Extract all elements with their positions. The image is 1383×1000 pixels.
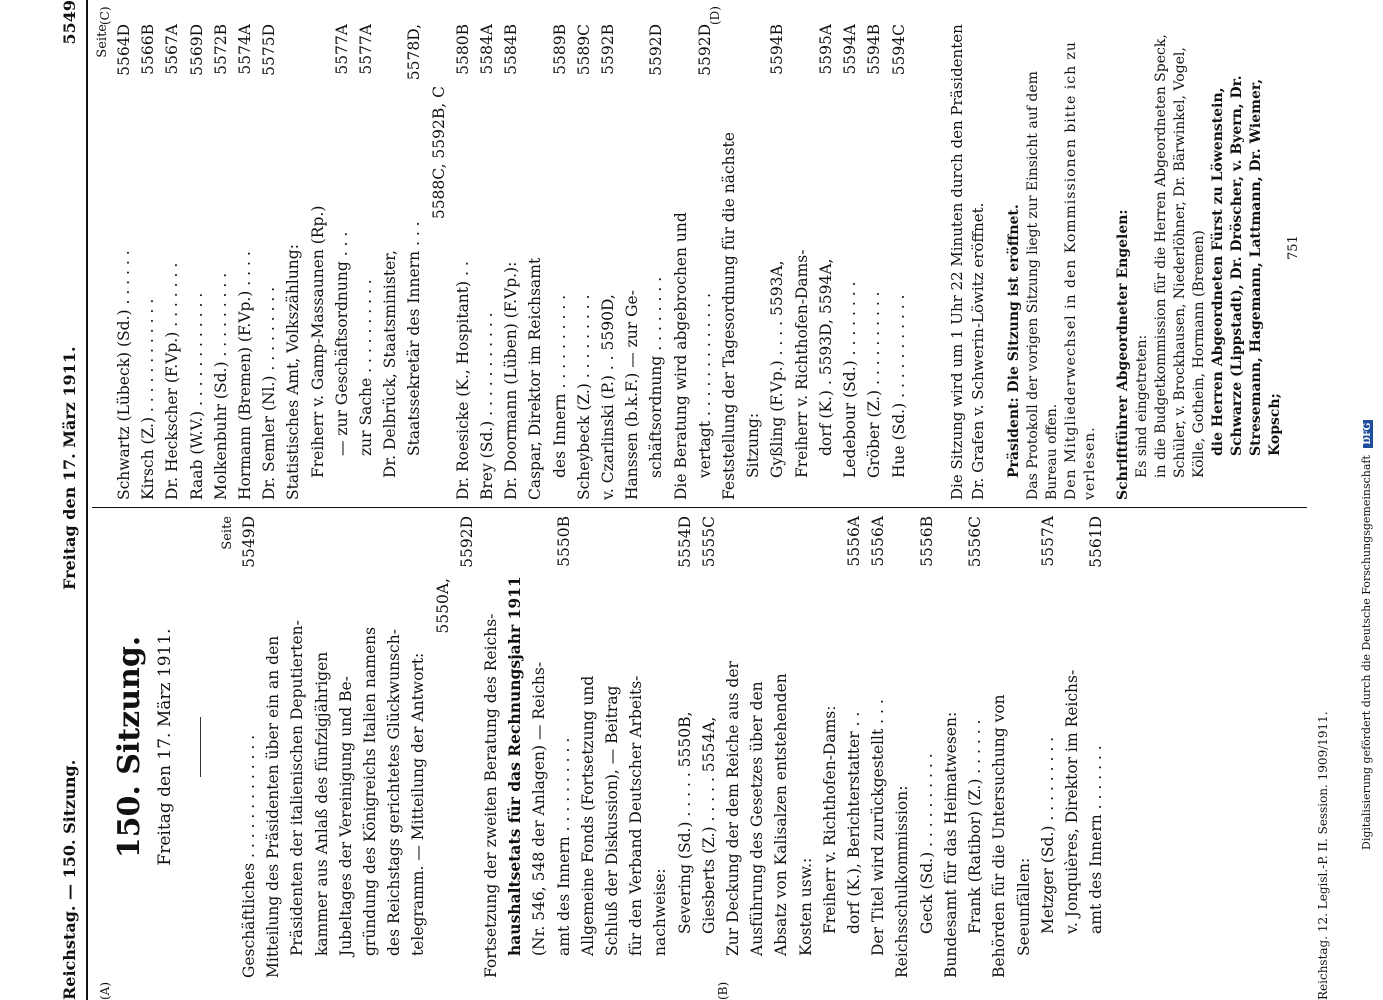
toc-entry-text: Caspar, Direktor im Reichsamt xyxy=(526,257,545,500)
toc-entry xyxy=(1060,516,1084,978)
session-title: 150. Sitzung. xyxy=(112,635,147,859)
toc-entry-text: Staatssekretär des Innern . . . xyxy=(405,221,424,456)
margin-mark-a: (A) xyxy=(98,981,112,1000)
toc-entry xyxy=(1036,516,1060,978)
toc-entry-text: Hormann (Bremen) (F.Vp.) . . . . xyxy=(236,251,255,500)
toc-entry-text: Seeunfällen: xyxy=(1014,857,1033,956)
president-protocol: Das Protokoll der vorigen Sitzung liegt zur Einsicht auf dem Bureau offen. xyxy=(1024,71,1060,500)
toc-page-ref: 5594B xyxy=(865,24,884,75)
toc-entry xyxy=(838,24,862,500)
toc-entry xyxy=(765,24,789,500)
toc-entry-text: Gyßling (F.Vp.) . . . . 5593A, xyxy=(768,260,787,478)
toc-entry-text: dorf (K.), Berichterstatter . . xyxy=(845,711,864,934)
president-request: Den Mitgliederwechsel in den Kommissionen bitte ich zu verlesen. xyxy=(1062,41,1098,500)
toc-entry-text: amt des Innern . . . . . . . xyxy=(1087,745,1106,934)
toc-entry-text: Bundesamt für das Heimatwesen: xyxy=(941,711,960,978)
toc-entry-text: des Reichstags gerichtetes Glückwunsch- xyxy=(385,629,404,956)
toc-page-ref: 5566B xyxy=(139,24,158,75)
toc-page-ref: 5554D xyxy=(675,516,694,568)
toc-entry-text: Geschäftliches . . . . . . . . . . . . . xyxy=(240,734,258,978)
toc-entry xyxy=(548,24,572,500)
toc-entry xyxy=(160,24,184,500)
toc-entry xyxy=(354,24,378,500)
toc-entry xyxy=(257,24,281,500)
margin-mark-b: (B) xyxy=(716,981,730,1000)
toc-entry-text: Dr. Doormann (Lüben) (F.Vp.): xyxy=(502,261,521,500)
toc-entry xyxy=(209,24,233,500)
toc-entry xyxy=(1012,516,1036,978)
toc-list-continued xyxy=(112,24,911,500)
toc-entry xyxy=(624,516,648,978)
toc-entry xyxy=(887,24,911,500)
toc-entry-text: Brey (Sd.) . . . . . . . . . . . xyxy=(478,312,497,500)
toc-page-ref: 5556C xyxy=(966,516,985,568)
president-line: Präsident: Die Sitzung ist eröffnet. xyxy=(1005,204,1022,478)
toc-page-ref: 5580B xyxy=(453,24,472,75)
header-page-number: 5549 xyxy=(60,0,79,45)
toc-entry xyxy=(866,516,890,978)
toc-entry xyxy=(285,516,309,978)
toc-entry xyxy=(741,24,765,500)
toc-entry-text: Behörden für die Untersuchung von xyxy=(990,694,1009,978)
toc-entry-text: Dr. Roesicke (K., Hospitant) . . xyxy=(453,261,472,500)
margin-mark-d: (D) xyxy=(708,6,722,25)
toc-page-ref: 5592D xyxy=(457,516,476,568)
toc-page-ref: 5572B xyxy=(211,24,230,75)
toc-entry xyxy=(479,516,503,978)
toc-entry-text: Dr. Heckscher (F.Vp.) . . . . . . . xyxy=(163,262,182,500)
toc-entry xyxy=(842,516,866,978)
secretary-intro: Es sind eingetreten: xyxy=(1133,334,1150,478)
toc-list xyxy=(237,516,1108,978)
session-date: Freitag den 17. März 1911. xyxy=(155,628,175,866)
right-column xyxy=(94,24,1285,500)
toc-entry-text: vertagt . . . . . . . . . . . . . xyxy=(695,292,714,478)
document-page xyxy=(58,0,1373,1000)
secretary-block xyxy=(1114,24,1285,500)
toc-entry-text: Sitzung: xyxy=(744,412,763,478)
page-footer xyxy=(1316,510,1330,1000)
toc-entry xyxy=(136,24,160,500)
toc-entry-text: Geck (Sd.) . . . . . . . . . . xyxy=(917,753,936,934)
toc-page-ref: 5592D xyxy=(647,24,666,76)
toc-entry xyxy=(475,24,499,500)
toc-entry xyxy=(523,24,547,500)
toc-entry-text: Allgemeine Fonds (Fortsetzung und xyxy=(578,675,597,956)
toc-entry-text: Statistisches Amt, Volkszählung: xyxy=(284,244,303,500)
toc-entry-text: Fortsetzung der zweiten Beratung des Reichs- xyxy=(482,613,501,978)
toc-entry-text: v. Czarlinski (P.) . . 5590D, xyxy=(599,294,618,500)
toc-entry xyxy=(427,24,451,500)
toc-page-ref: 5594B xyxy=(768,24,787,75)
toc-entry-text: Hanssen (b.k.F.) — zur Ge- xyxy=(623,290,642,500)
toc-entry-text: Giesberts (Z.) . . . . . 5554A, xyxy=(699,716,718,934)
left-column xyxy=(98,516,1108,978)
toc-entry xyxy=(620,24,644,500)
toc-entry xyxy=(669,24,693,500)
toc-entry xyxy=(306,24,330,500)
dfg-credit-text: Digitalisierung gefördert durch die Deutsche Forschungsgemeinschaft xyxy=(1360,455,1373,850)
toc-page-ref: 5574A xyxy=(236,24,255,75)
seite-label: Seite xyxy=(220,516,235,550)
toc-page-ref: 5592D xyxy=(695,24,714,76)
toc-entry-text: Scheybeck (Z.) . . . . . . . . . xyxy=(574,294,593,500)
toc-entry xyxy=(814,24,838,500)
toc-page-ref: 5556A xyxy=(845,516,864,567)
toc-entry-text: Jubeltages der Vereinigung und Be- xyxy=(336,676,355,956)
toc-entry xyxy=(915,516,939,978)
toc-entry-text: dorf (K.) . 5593D, 5594A, xyxy=(816,258,835,456)
toc-entry xyxy=(794,516,818,978)
toc-entry xyxy=(572,24,596,500)
toc-page-ref: 5561D xyxy=(1087,516,1106,568)
column-separator xyxy=(92,507,1307,508)
toc-entry-text: Hue (Sd.) . . . . . . . . . . . xyxy=(889,294,908,478)
secretary-members: die Herren Abgeordneten Fürst zu Löwenstein, Schwarze (Lippstadt), Dr. Dröscher, v. Byern, Dr. Stresemann, Hagemann, Lattmann, Dr. Wiemer, Kopsch; xyxy=(1209,75,1283,456)
margin-mark-c: (C) xyxy=(98,6,112,25)
toc-entry-text: Der Titel wird zurückgestellt . . . xyxy=(869,699,888,956)
toc-entry xyxy=(185,24,209,500)
toc-entry xyxy=(673,516,697,978)
toc-entry xyxy=(987,516,1011,978)
toc-page-ref: 5556A xyxy=(869,516,888,567)
toc-page-ref: 5564D xyxy=(115,24,133,76)
toc-entry xyxy=(112,24,136,500)
footer-sheet-number: 751 xyxy=(1286,235,1301,260)
toc-entry-text: Dr. Delbrück, Staatsminister, xyxy=(381,250,400,478)
toc-entry xyxy=(499,24,523,500)
toc-entry xyxy=(790,24,814,500)
toc-entry-text: Freiherr v. Richthofen-Dams- xyxy=(792,249,811,478)
toc-entry xyxy=(503,516,527,978)
toc-entry xyxy=(431,516,455,978)
toc-page-ref: 5592B xyxy=(599,24,618,75)
toc-entry-text: Raab (W.V.) . . . . . . . . . . . . xyxy=(187,292,206,500)
toc-entry-text: Die Beratung wird abgebrochen und xyxy=(671,212,690,500)
secretary-name: Schriftführer Abgeordneter Engelen: xyxy=(1114,209,1131,500)
toc-page-ref: 5575D xyxy=(260,24,279,76)
toc-entry-text: Molkenbuhr (Sd.) . . . . . . . . . xyxy=(211,272,230,500)
toc-entry xyxy=(769,516,793,978)
toc-page-ref: 5589B xyxy=(550,24,569,75)
toc-entry xyxy=(451,24,475,500)
toc-entry xyxy=(818,516,842,978)
toc-entry xyxy=(745,516,769,978)
toc-page-ref: 5557A xyxy=(1038,516,1057,567)
toc-page-ref: 5589C xyxy=(574,24,593,76)
president-block xyxy=(1005,24,1100,500)
toc-entry xyxy=(576,516,600,978)
toc-entry xyxy=(330,24,354,500)
toc-entry xyxy=(717,24,741,500)
toc-entry-text: des Innern . . . . . . . . . . xyxy=(550,294,569,478)
toc-entry xyxy=(378,24,402,500)
opening-paragraph: Die Sitzung wird um 1 Uhr 22 Minuten durch den Präsidenten Dr. Grafen v. Schwerin-Löwitz eröffnet. xyxy=(947,24,987,500)
footer-left: Reichstag. 12. Legisl.-P. II. Session. 1909/1911. xyxy=(1316,711,1330,1000)
toc-page-ref: 5595A xyxy=(816,24,835,75)
header-center: Freitag den 17. März 1911. xyxy=(60,346,79,590)
page-header xyxy=(58,0,84,1000)
toc-entry xyxy=(358,516,382,978)
toc-page-ref: 5577A xyxy=(357,24,376,75)
toc-entry xyxy=(310,516,334,978)
toc-page-ref: 5594A xyxy=(841,24,860,75)
toc-entry-text: amt des Innern . . . . . . . . . . xyxy=(554,737,573,956)
toc-entry xyxy=(382,516,406,978)
toc-entry xyxy=(406,516,430,978)
toc-page-ref: 5578D, xyxy=(405,24,424,81)
toc-entry-text: Freiherr v. Richthofen-Damsː xyxy=(820,705,839,934)
toc-entry xyxy=(402,24,426,500)
toc-entry-text: Dr. Semler (Nl.) . . . . . . . . . xyxy=(260,286,279,500)
toc-entry xyxy=(648,516,672,978)
toc-entry-text: Freiherr v. Gamp-Massaunen (Rp.) xyxy=(308,205,327,478)
toc-entry xyxy=(697,516,721,978)
header-left: Reichstag. — 150. Sitzung. xyxy=(60,759,79,1000)
toc-entry xyxy=(1084,516,1108,978)
toc-entry-text: telegramm. — Mitteilung der Antwort: xyxy=(409,652,428,956)
toc-page-ref: 5567A xyxy=(163,24,182,75)
toc-entry xyxy=(600,516,624,978)
toc-entry-text: Ledebour (Sd.) . . . . . . . . xyxy=(841,281,860,478)
seite-label: Seite xyxy=(95,24,110,58)
toc-entry-text: Severing (Sd.) . . . . . 5550B, xyxy=(675,711,694,934)
toc-entry-text: v. Jonquières, Direktor im Reichs- xyxy=(1062,669,1081,934)
toc-entry-text: — zur Geschäftsordnung . . . xyxy=(332,231,351,456)
header-rule xyxy=(86,0,88,1000)
toc-page-ref: 5577A xyxy=(332,24,351,75)
toc-entry-text: Reichsschulkommission: xyxy=(893,785,912,978)
toc-page-ref: 5584B xyxy=(502,24,521,75)
toc-entry-text: haushaltsetats für das Rechnungsjahr 1911 xyxy=(505,576,525,956)
toc-page-ref: 5594C xyxy=(889,24,908,76)
toc-entry-text: Frank (Ratibor) (Z.) . . . . . . xyxy=(966,719,985,934)
toc-entry xyxy=(527,516,551,978)
toc-entry-text: Metzger (Sd.) . . . . . . . . . xyxy=(1038,736,1057,934)
toc-entry-text: gründung des Königreichs Italien namens xyxy=(361,626,380,956)
toc-page-ref: 5556B xyxy=(917,516,936,567)
toc-entry xyxy=(237,516,261,978)
toc-entry xyxy=(644,24,668,500)
toc-entry xyxy=(455,516,479,978)
toc-entry-text: Zur Deckung der dem Reiche aus der xyxy=(724,661,743,956)
toc-entry-text: (Nr. 546, 548 der Anlagen) — Reichs- xyxy=(530,661,549,956)
toc-entry xyxy=(890,516,914,978)
toc-entry-text: kammer aus Anlaß des fünfzigjährigen xyxy=(312,651,331,956)
toc-entry xyxy=(281,24,305,500)
toc-entry-text: Kosten usw.: xyxy=(796,857,815,956)
toc-entry-text: zur Sache . . . . . . . . . . xyxy=(357,279,376,456)
toc-entry-text: Kirsch (Z.) . . . . . . . . . . . . xyxy=(139,298,158,500)
dfg-logo: DFG xyxy=(1363,420,1373,448)
toc-entry xyxy=(963,516,987,978)
toc-entry-text: Schluß der Diskussion), — Beitrag xyxy=(603,685,622,956)
toc-entry-text: Mitteilung des Präsidenten über ein an den xyxy=(264,635,283,978)
toc-entry xyxy=(862,24,886,500)
toc-entry xyxy=(596,24,620,500)
secretary-budget: in die Budgetkommission für die Herren Abgeordneten Speck, Schüler, v. Brockhausen, Niederlöhner, Dr. Bärwinkel, Vogel, Kölle, Gothein, Hormann (Bremen) xyxy=(1152,34,1207,478)
toc-entry xyxy=(939,516,963,978)
toc-entry-text: Schwartz (Lübeck) (Sd.) . . . . . . xyxy=(115,250,133,500)
toc-entry-text: für den Verband Deutscher Arbeits- xyxy=(627,675,646,956)
dfg-credit xyxy=(1360,420,1373,850)
toc-page-ref: 5555C xyxy=(699,516,718,568)
title-rule xyxy=(200,717,201,777)
toc-entry-text: schäftsordnung . . . . . . . . xyxy=(647,276,666,478)
toc-entry xyxy=(261,516,285,978)
toc-page-ref: 5549D xyxy=(240,516,258,568)
toc-entry-text: Feststellung der Tagesordnung für die nächste xyxy=(720,132,739,500)
toc-entry xyxy=(693,24,717,500)
toc-entry-text: Gröber (Z.) . . . . . . . . . . xyxy=(865,291,884,478)
toc-entry-text: Präsidenten der italienischen Deputierten- xyxy=(288,620,307,956)
toc-entry-text: 5550A, xyxy=(433,578,452,634)
toc-entry xyxy=(334,516,358,978)
toc-entry-text: Ausführung des Gesetzes über den xyxy=(748,681,767,956)
toc-entry-text: 5588C, 5592B, C xyxy=(429,86,448,220)
toc-page-ref: 5584A xyxy=(478,24,497,75)
toc-page-ref: 5569D xyxy=(187,24,206,76)
toc-entry-text: nachweise: xyxy=(651,868,670,956)
toc-entry-text: Absatz von Kalisalzen entstehenden xyxy=(772,673,791,956)
toc-page-ref: 5550B xyxy=(554,516,573,567)
toc-entry xyxy=(552,516,576,978)
toc-entry xyxy=(721,516,745,978)
toc-entry xyxy=(233,24,257,500)
